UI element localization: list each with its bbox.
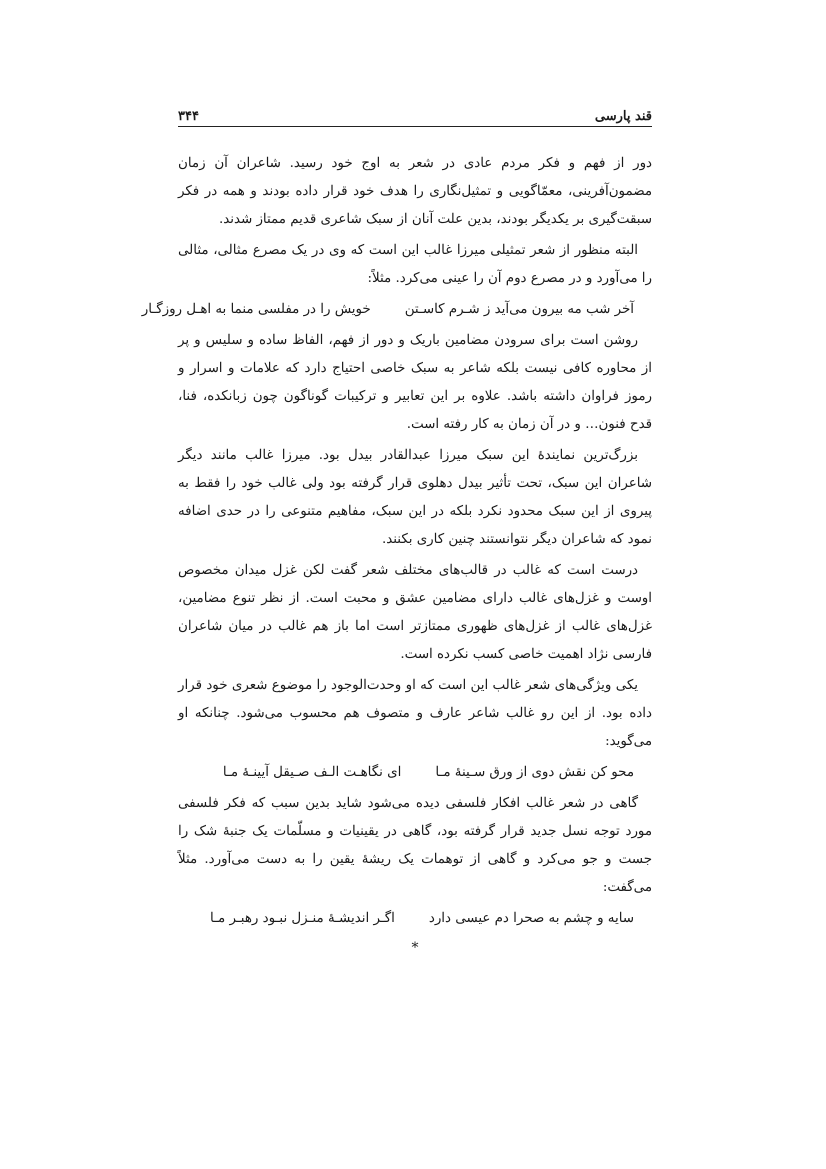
paragraph-2: البته منظور از شعر تمثیلی میرزا غالب این است که وی در یک مصرع مثالی، مثالی را می‌آورد و در مصرع دوم آن را عینی می‌کرد. مثلاً: — [178, 243, 652, 286]
verse-1-second-hemistich: خویش را در مفلسی منما به اهـل روزگـار — [141, 302, 371, 317]
paragraph-7: گاهی در شعر غالب افکار فلسفی دیده می‌شود شاید بدین سبب که فکر فلسفی مورد توجه نسل جدید قرار گرفته بود، گاهی در یقینیات و مسلّمات یک جنبهٔ شک را جست و جو می‌کرد و گاهی از توهمات یک ریشهٔ یقین را به دست می‌آورد. مثلاً می‌گفت: — [178, 796, 652, 895]
verse-1-first-hemistich: آخر شب مه بیرون می‌آید ز شـرم کاسـتن — [404, 302, 634, 317]
section-end-mark: * — [411, 940, 419, 956]
page-number: ۳۴۴ — [178, 109, 199, 124]
paragraph-1: دور از فهم و فکر مردم عادی در شعر به اوج خود رسید. شاعران آن زمان مضمون‌آفرینی، معمّاگویی و تمثیل‌نگاری را هدف خود قرار داده بودند و همه در فکر سبقت‌گیری بر یکدیگر بودند، بدین علت آنان از سبک شاعری قدیم ممتاز شدند. — [178, 156, 652, 227]
verse-3-second-hemistich: اگـر اندیشـهٔ منـزل نبـود رهبـر مـا — [210, 911, 395, 926]
verse-2-second-hemistich: ای نگاهـت الـف صـیقل آیینـهٔ مـا — [222, 765, 402, 780]
verse-couplet-3 — [178, 905, 652, 933]
page-header — [178, 100, 652, 127]
paragraph-6: یکی ویژگی‌های شعر غالب این است که او وحدت‌الوجود را موضوع شعری خود قرار داده بود. از این رو غالب شاعر عارف و متصوف هم محسوب می‌شود. چنانکه او می‌گوید: — [178, 678, 652, 749]
paragraph-4: بزرگ‌ترین نمایندهٔ این سبک میرزا عبدالقادر بیدل بود. میرزا غالب مانند دیگر شاعران این سبک، تحت تأثیر بیدل دهلوی قرار گرفته بود ولی غالب خود را فقط به پیروی از این سبک محدود نکرد بلکه در این سبک، مفاهیم متنوعی را در حدی اضافه نمود که شاعران دیگر نتوانستند چنین کاری بکنند. — [178, 448, 652, 547]
running-head: قند پارسی — [594, 109, 652, 124]
verse-couplet-2 — [178, 759, 652, 787]
paragraph-5: درست است که غالب در قالب‌های مختلف شعر گفت لکن غزل میدان مخصوص اوست و غزل‌های غالب دارای مضامین عشق و محبت است. از نظر تنوع مضامین، غزل‌های غالب از غزل‌های ظهوری ممتازتر است اما باز هم غالب در میان شاعران فارسی نژاد اهمیت خاصی کسب نکرده است. — [178, 563, 652, 662]
paragraph-3: روشن است برای سرودن مضامین باریک و دور از فهم، الفاظ ساده و سلیس و پر از محاوره کافی نیست بلکه شاعر به سبک خاصی احتیاج دارد که علامات و اسرار و رموز فراوان داشته باشد. علاوه بر این تعابیر و ترکیبات گوناگون چون زبانکده، فنا، قدح فنون… و در آن زمان به کار رفته است. — [178, 333, 652, 432]
verse-2-first-hemistich: محو کن نقش دوی از ورق سـینهٔ مـا — [435, 765, 634, 780]
verse-couplet-1 — [141, 296, 652, 324]
verse-3-first-hemistich: سایه و چشم به صحرا دم عیسی دارد — [428, 911, 634, 926]
body-text — [141, 150, 652, 960]
